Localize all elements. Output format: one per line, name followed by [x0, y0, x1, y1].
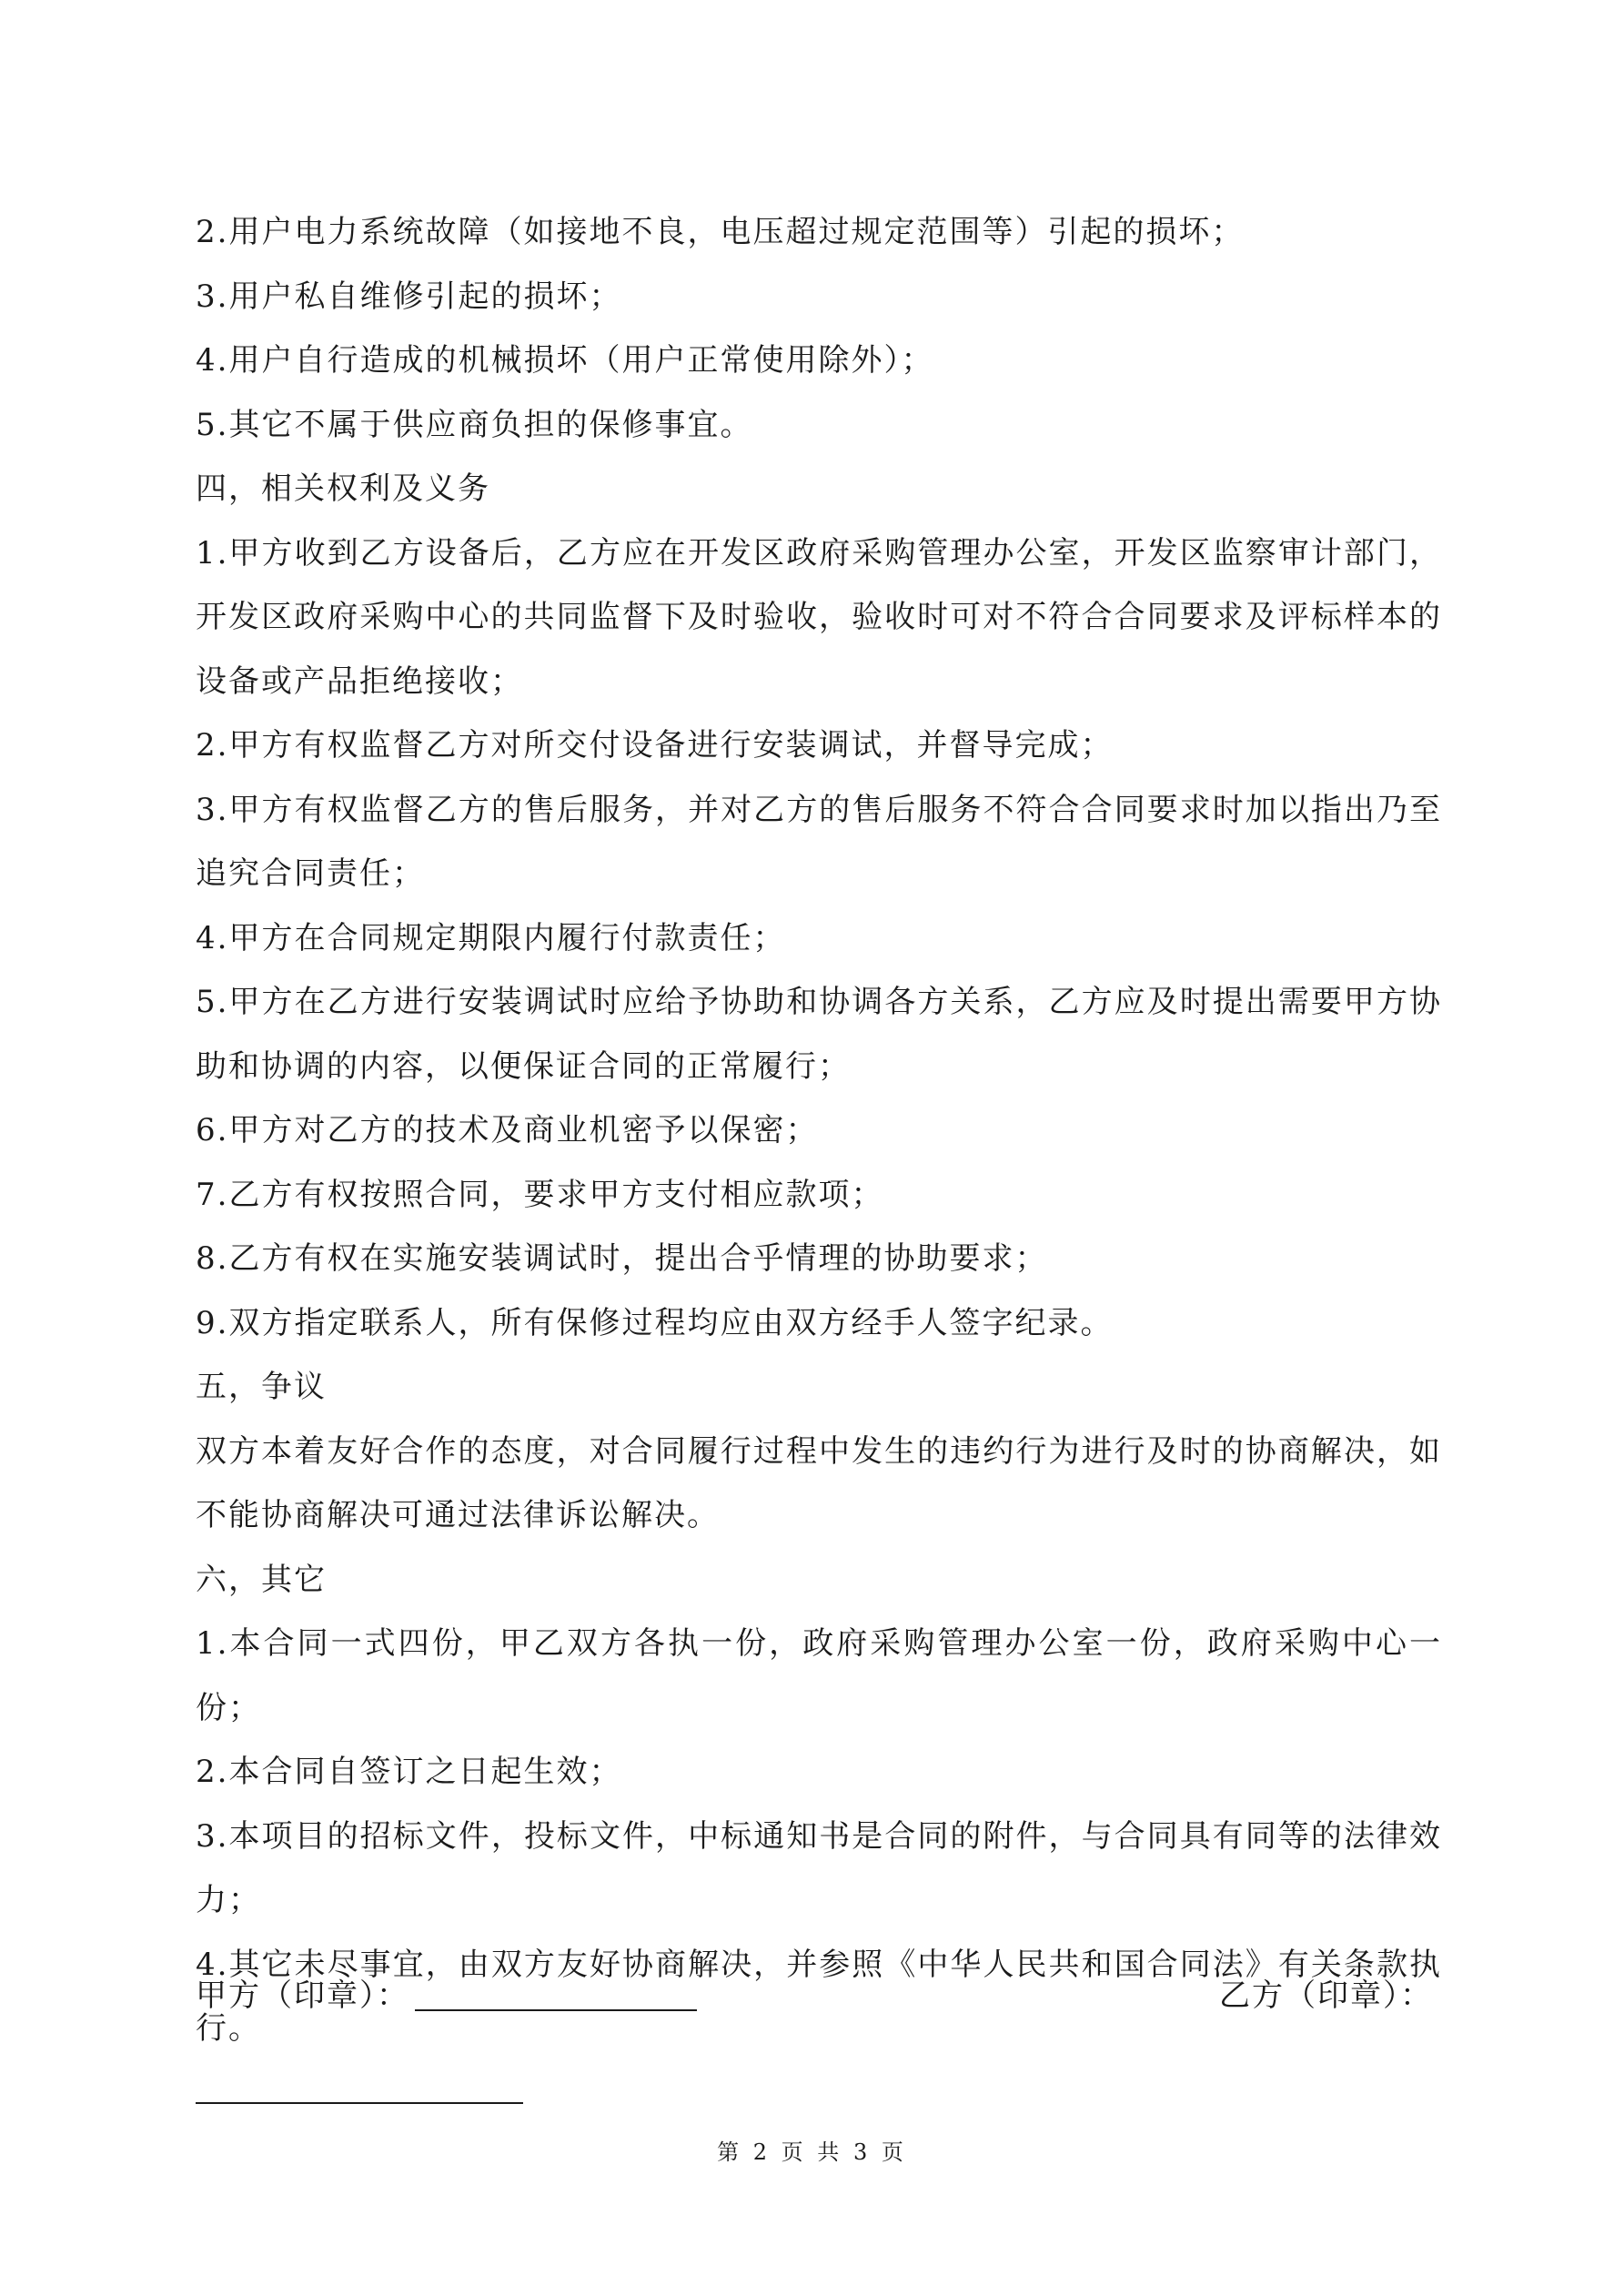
paragraph: 4.用户自行造成的机械损坏（用户正常使用除外）；	[196, 342, 934, 379]
party-b-signature-line	[196, 2102, 523, 2104]
paragraph: 6.甲方对乙方的技术及商业机密予以保密；	[196, 1112, 819, 1148]
party-b-signature	[1219, 1964, 1433, 2028]
paragraph: 4.其它未尽事宜，由双方友好协商解决，并参照《中华人民共和国合同法》有关条款执行。	[196, 1946, 1442, 2047]
section-heading: 四，相关权利及义务	[196, 470, 490, 507]
paragraph: 7.乙方有权按照合同，要求甲方支付相应款项；	[196, 1176, 884, 1213]
page-footer: 第 2 页 共 3 页	[717, 2139, 907, 2165]
paragraph: 4.甲方在合同规定期限内履行付款责任；	[196, 919, 786, 956]
contract-body	[196, 200, 1442, 2061]
paragraph: 3.本项目的招标文件，投标文件，中标通知书是合同的附件，与合同具有同等的法律效力；	[196, 1817, 1442, 1918]
paragraph: 1.甲方收到乙方设备后，乙方应在开发区政府采购管理办公室，开发区监察审计部门，开发区政府采购中心的共同监督下及时验收，验收时可对不符合合同要求及评标样本的设备或产品拒绝接收；	[196, 534, 1442, 700]
party-a-signature-line	[415, 2008, 697, 2011]
party-b-label: 乙方（印章）：	[1219, 1977, 1433, 2014]
paragraph: 2.甲方有权监督乙方对所交付设备进行安装调试，并督导完成；	[196, 727, 1114, 764]
paragraph: 5.其它不属于供应商负担的保修事宜。	[196, 406, 753, 443]
party-a-label: 甲方（印章）：	[196, 1977, 409, 2014]
paragraph: 3.用户私自维修引起的损坏；	[196, 278, 622, 315]
section-heading: 六，其它	[196, 1561, 327, 1598]
paragraph: 9.双方指定联系人，所有保修过程均应由双方经手人签字纪录。	[196, 1304, 1114, 1341]
paragraph: 双方本着友好合作的态度，对合同履行过程中发生的违约行为进行及时的协商解决，如不能协商解决可通过法律诉讼解决。	[196, 1432, 1442, 1533]
paragraph: 3.甲方有权监督乙方的售后服务，并对乙方的售后服务不符合合同要求时加以指出乃至追究合同责任；	[196, 791, 1442, 892]
section-heading: 五，争议	[196, 1369, 327, 1405]
paragraph: 8.乙方有权在实施安装调试时，提出合乎情理的协助要求；	[196, 1240, 1048, 1277]
paragraph: 2.用户电力系统故障（如接地不良，电压超过规定范围等）引起的损坏；	[196, 214, 1245, 250]
paragraph: 5.甲方在乙方进行安装调试时应给予协助和协调各方关系，乙方应及时提出需要甲方协助和协调的内容，以便保证合同的正常履行；	[196, 984, 1442, 1085]
paragraph: 2.本合同自签订之日起生效；	[196, 1754, 622, 1790]
party-a-signature	[196, 1964, 697, 2028]
paragraph: 1.本合同一式四份，甲乙双方各执一份，政府采购管理办公室一份，政府采购中心一份；	[196, 1625, 1442, 1726]
signature-row	[196, 1964, 1442, 2028]
